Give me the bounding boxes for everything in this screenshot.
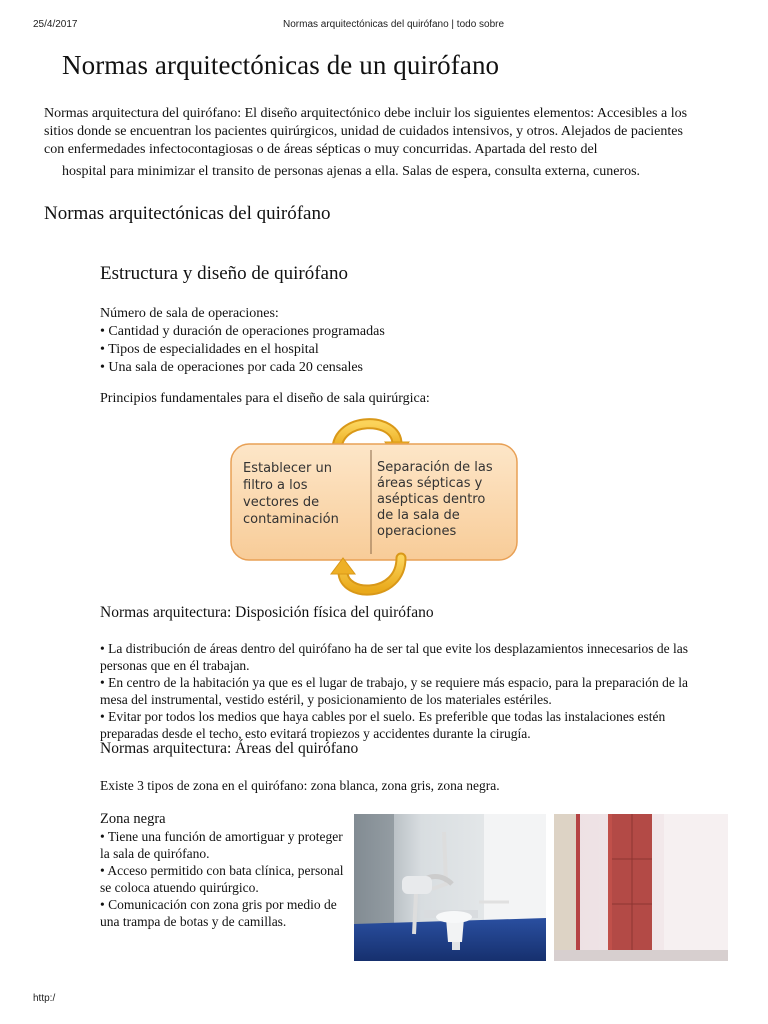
bathroom-photo (354, 814, 546, 961)
disposicion-list (100, 640, 692, 742)
list-item: • Tiene una función de amortiguar y proteger la sala de quirófano. (100, 829, 343, 861)
diagram-left-line: vectores de (243, 495, 320, 510)
list-item: • Comunicación con zona gris por medio de una trampa de botas y de camillas. (100, 897, 337, 929)
print-date: 25/4/2017 (33, 19, 78, 30)
operating-rooms-block (100, 305, 660, 377)
disposicion-heading: Normas arquitectura: Disposición física del quirófano (100, 604, 434, 621)
list-item: • Una sala de operaciones por cada 20 censales (100, 360, 364, 375)
list-item: • En centro de la habitación ya que es el lugar de trabajo, y se requiere más espacio, para la preparación de la mesa del instrumental, vestido estéril, y posicionamiento de los materiales estériles. (100, 675, 688, 707)
intro-paragraph: Normas arquitectura del quirófano: El diseño arquitectónico debe incluir los siguientes elementos: Accesibles a los sitios donde se encuentran los pacientes quirúrgicos, unidad de cuidados intensivos, y otros. Alejados de pacientes con enfermedades infectocontagiosas o de áreas sépticas o muy concurridas. Apartada del resto del (44, 106, 688, 157)
diagram-right-line: de la sala de (377, 508, 460, 523)
principles-lead: Principios fundamentales para el diseño de sala quirúrgica: (100, 391, 430, 406)
diagram-right-line: Separación de las (377, 460, 493, 475)
diagram-right-line: operaciones (377, 524, 457, 539)
areas-intro: Existe 3 tipos de zona en el quirófano: zona blanca, zona gris, zona negra. (100, 778, 500, 793)
footer-url: http:/ (33, 993, 56, 1004)
diagram-left-line: contaminación (243, 512, 339, 527)
zona-negra-block (100, 810, 352, 930)
areas-heading: Normas arquitectura: Áreas del quirófano (100, 740, 359, 757)
list-item: • Evitar por todos los medios que haya cables por el suelo. Es preferible que todas las instalaciones estén preparadas desde el techo, esto evitará tropiezos y accidentes durante la cirugía. (100, 709, 666, 741)
diagram-left-line: Establecer un (243, 461, 333, 476)
diagram-left-line: filtro a los (243, 478, 308, 493)
section-heading: Normas arquitectónicas del quirófano (44, 203, 331, 224)
operating-rooms-list (100, 323, 660, 377)
list-item: • Cantidad y duración de operaciones programadas (100, 324, 385, 339)
diagram-right-line: áreas sépticas y (377, 476, 483, 491)
principles-diagram (225, 414, 525, 600)
operating-rooms-lead: Número de sala de operaciones: (100, 306, 279, 321)
zona-negra-title: Zona negra (100, 811, 166, 827)
lockers-photo (554, 814, 728, 961)
list-item: • Acceso permitido con bata clínica, personal se coloca atuendo quirúrgico. (100, 863, 344, 895)
zona-negra-list (100, 828, 352, 930)
list-item: • La distribución de áreas dentro del quirófano ha de ser tal que evite los desplazamientos innecesarios de las personas que en él trabajan. (100, 641, 689, 673)
cycle-arrow-bottom-icon (331, 558, 401, 590)
print-page-title: Normas arquitectónicas del quirófano | todo sobre (283, 19, 505, 30)
intro-continuation: hospital para minimizar el transito de personas ajenas a ella. Salas de espera, consulta externa, cuneros. (62, 164, 641, 179)
diagram-right-line: asépticas dentro (377, 492, 486, 507)
subsection-heading: Estructura y diseño de quirófano (100, 263, 348, 284)
page-title: Normas arquitectónicas de un quirófano (62, 50, 500, 80)
list-item: • Tipos de especialidades en el hospital (100, 342, 319, 357)
